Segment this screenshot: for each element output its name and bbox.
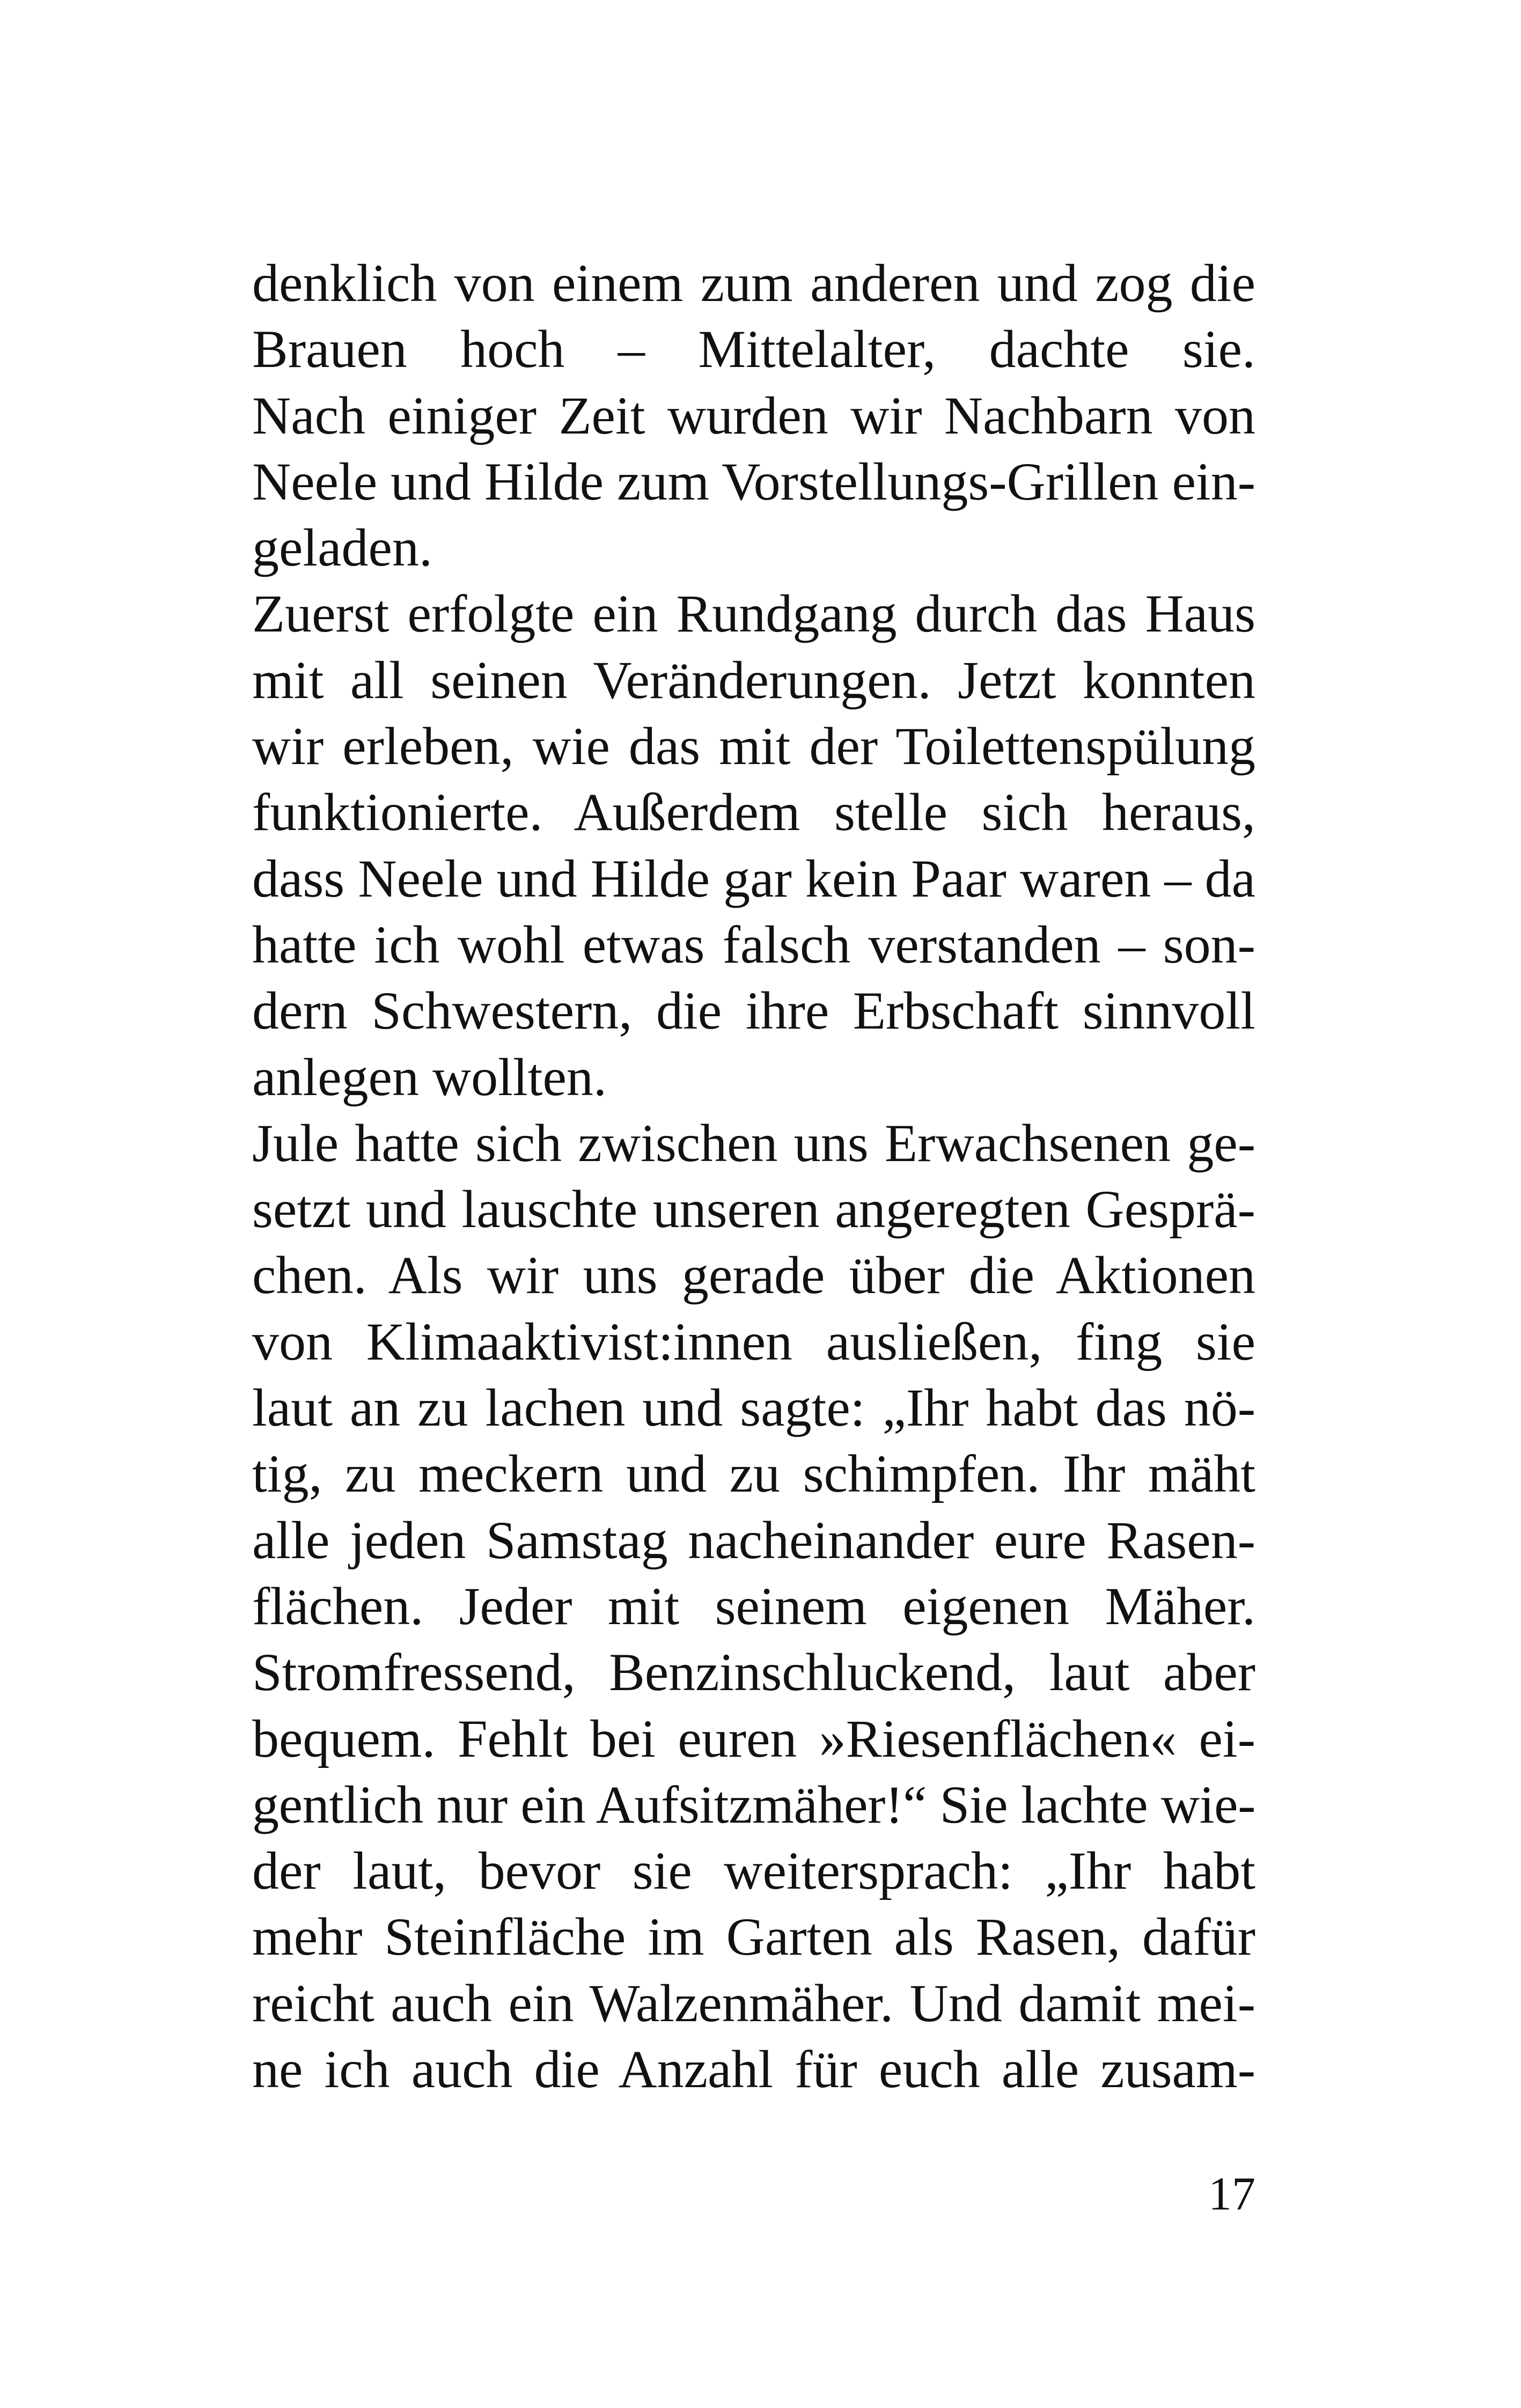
- text-line: tig, zu meckern und zu schimpfen. Ihr mäht: [252, 1444, 1255, 1504]
- text-line: chen. Als wir uns gerade über die Aktionen: [252, 1245, 1255, 1305]
- text-line: laut an zu lachen und sagte: „Ihr habt das nö-: [252, 1378, 1255, 1438]
- text-line: mit all seinen Veränderungen. Jetzt konnten: [252, 650, 1255, 710]
- text-line: bequem. Fehlt bei euren »Riesenflächen« ei-: [252, 1708, 1255, 1768]
- text-line: Brauen hoch – Mittelalter, dachte sie.: [252, 319, 1255, 379]
- text-line: setzt und lauschte unseren angeregten Gesprä-: [252, 1179, 1255, 1239]
- text-line: der laut, bevor sie weitersprach: „Ihr habt: [252, 1841, 1255, 1901]
- text-line: wir erleben, wie das mit der Toilettenspülung: [252, 716, 1255, 776]
- text-line: Stromfressend, Benzinschluckend, laut aber: [252, 1642, 1255, 1702]
- text-line: Zuerst erfolgte ein Rundgang durch das Haus: [252, 584, 1255, 644]
- text-line: dass Neele und Hilde gar kein Paar waren – da: [252, 848, 1255, 908]
- text-line: denklich von einem zum anderen und zog die: [252, 253, 1255, 313]
- text-line: hatte ich wohl etwas falsch verstanden – son-: [252, 914, 1255, 974]
- text-line: Jule hatte sich zwischen uns Erwachsenen ge-: [252, 1113, 1255, 1173]
- text-line: alle jeden Samstag nacheinander eure Rasen-: [252, 1510, 1255, 1570]
- text-line: mehr Steinfläche im Garten als Rasen, dafür: [252, 1907, 1255, 1967]
- page-number: 17: [1208, 2168, 1255, 2220]
- text-line: Nach einiger Zeit wurden wir Nachbarn von: [252, 385, 1255, 445]
- text-line: von Klimaaktivist:innen ausließen, fing sie: [252, 1311, 1255, 1371]
- text-line: gentlich nur ein Aufsitzmäher!“ Sie lachte wie-: [252, 1774, 1255, 1834]
- text-line: geladen.: [252, 518, 432, 578]
- text-line: funktionierte. Außerdem stelle sich heraus,: [252, 782, 1255, 842]
- text-line: flächen. Jeder mit seinem eigenen Mäher.: [252, 1576, 1255, 1636]
- text-line: dern Schwestern, die ihre Erbschaft sinnvoll: [252, 981, 1255, 1041]
- text-line: ne ich auch die Anzahl für euch alle zusam-: [252, 2039, 1255, 2099]
- text-line: reicht auch ein Walzenmäher. Und damit mei-: [252, 1973, 1255, 2033]
- body-text: [252, 250, 1255, 2102]
- text-line: Neele und Hilde zum Vorstellungs-Grillen ein-: [252, 451, 1255, 511]
- text-line: anlegen wollten.: [252, 1047, 607, 1107]
